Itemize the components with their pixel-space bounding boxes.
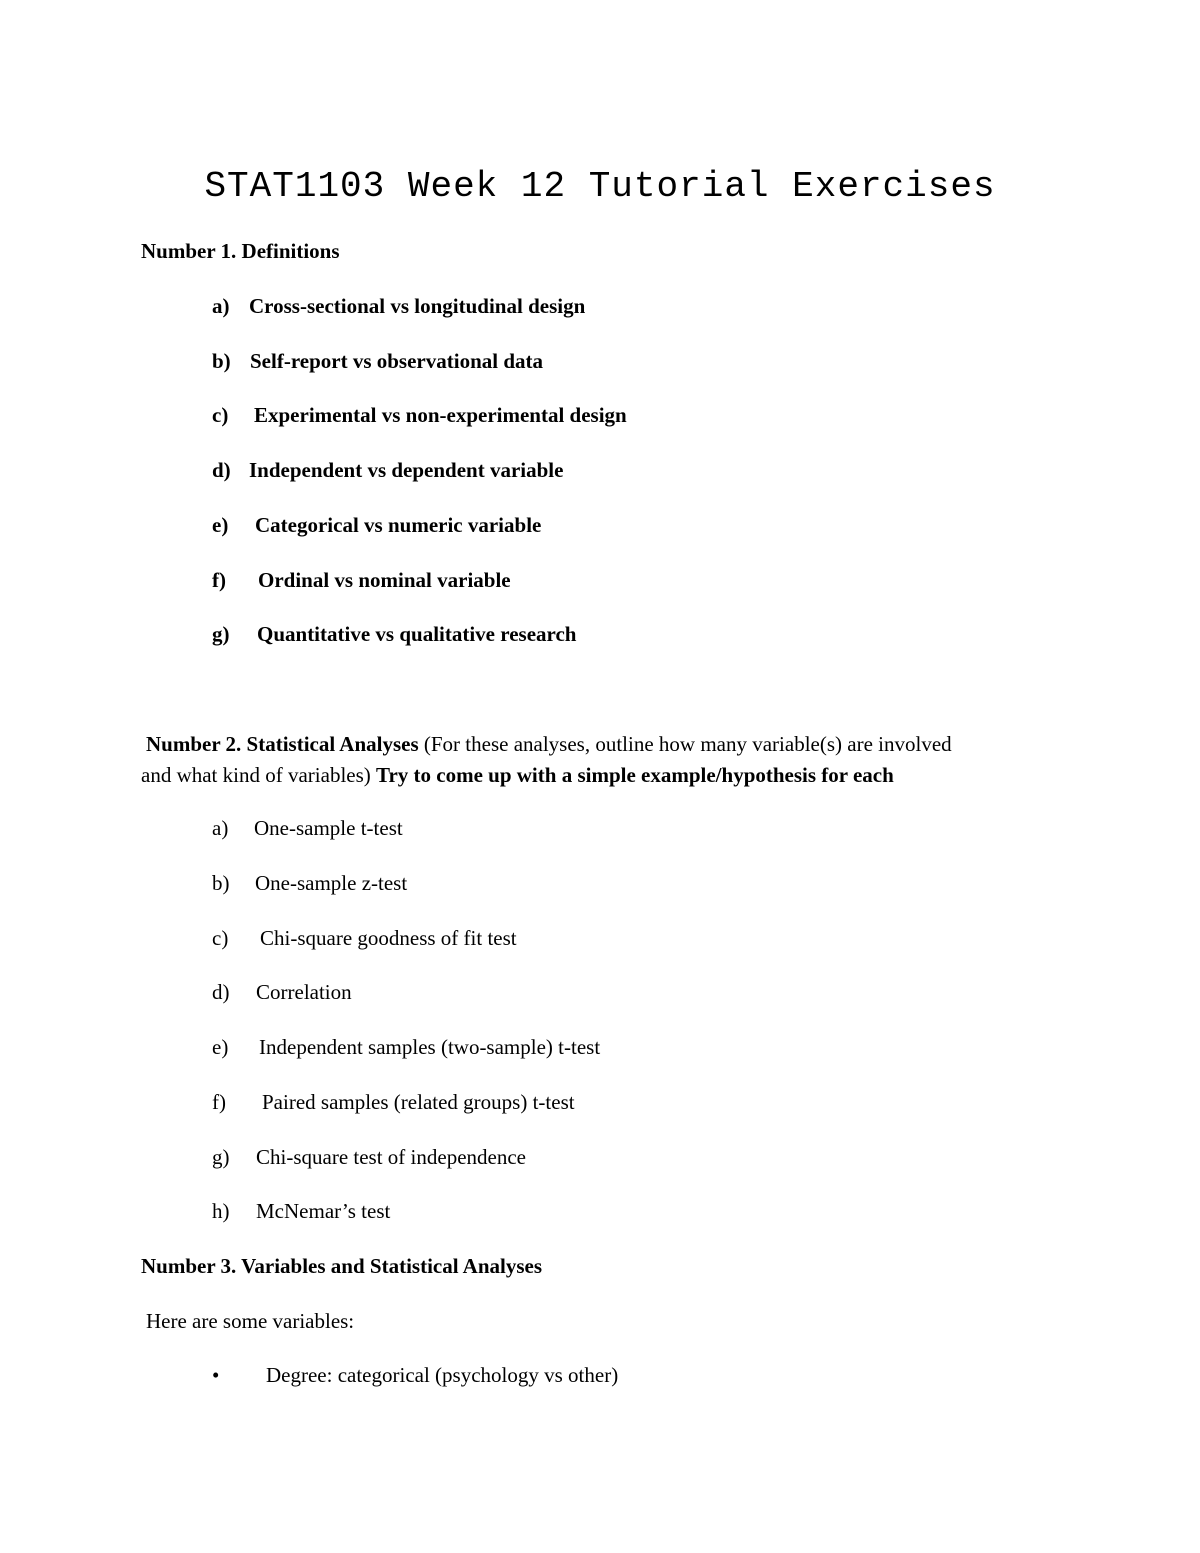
list-item-text: One-sample t-test (254, 816, 403, 840)
list-item-text: Chi-square test of independence (256, 1145, 526, 1169)
list-item-text: Ordinal vs nominal variable (258, 568, 511, 592)
list-item-label: e) (212, 1035, 229, 1059)
section-2-instruction-cont: and what kind of variables) (141, 763, 371, 787)
list-item-text: McNemar’s test (256, 1199, 391, 1223)
list-item-text: One-sample z-test (255, 871, 408, 895)
list-item-label: f) (212, 568, 226, 592)
list-item-label: h) (212, 1199, 230, 1223)
section-1-heading: Number 1. Definitions (141, 239, 340, 263)
list-item-text: Correlation (256, 980, 352, 1004)
list-item-label: d) (212, 458, 231, 482)
section-2-intro-line-2 (141, 761, 894, 789)
bullet-item-text: Degree: categorical (psychology vs other) (266, 1363, 619, 1387)
section-3-intro: Here are some variables: (146, 1309, 355, 1333)
list-item-label: a) (212, 294, 230, 318)
list-item-label: b) (212, 871, 230, 895)
list-item-label: e) (212, 513, 229, 537)
section-3-heading: Number 3. Variables and Statistical Analyses (141, 1254, 542, 1278)
list-item-text: Self-report vs observational data (250, 349, 544, 373)
list-item-label: f) (212, 1090, 226, 1114)
list-item-text: Cross-sectional vs longitudinal design (249, 294, 586, 318)
list-item-label: a) (212, 816, 229, 840)
list-item-text: Categorical vs numeric variable (255, 513, 542, 537)
list-item-text: Experimental vs non-experimental design (254, 403, 627, 427)
list-item-label: c) (212, 403, 229, 427)
list-item-text: Chi-square goodness of fit test (260, 926, 517, 950)
list-item-text: Quantitative vs qualitative research (257, 622, 577, 646)
bullet-icon: • (212, 1363, 220, 1387)
list-item-text: Paired samples (related groups) t-test (262, 1090, 575, 1114)
list-item-label: c) (212, 926, 229, 950)
list-item-label: g) (212, 1145, 230, 1169)
list-item-label: d) (212, 980, 230, 1004)
section-2-emphasis: Try to come up with a simple example/hypothesis for each (376, 763, 894, 787)
list-item-text: Independent vs dependent variable (249, 458, 564, 482)
list-item-label: b) (212, 349, 231, 373)
list-item-text: Independent samples (two-sample) t-test (259, 1035, 601, 1059)
section-2-intro-line (146, 730, 952, 758)
page-title: STAT1103 Week 12 Tutorial Exercises (204, 166, 996, 207)
list-item-label: g) (212, 622, 230, 646)
section-2-heading: Number 2. Statistical Analyses (146, 732, 419, 756)
section-2-instruction: (For these analyses, outline how many variable(s) are involved (423, 732, 952, 756)
